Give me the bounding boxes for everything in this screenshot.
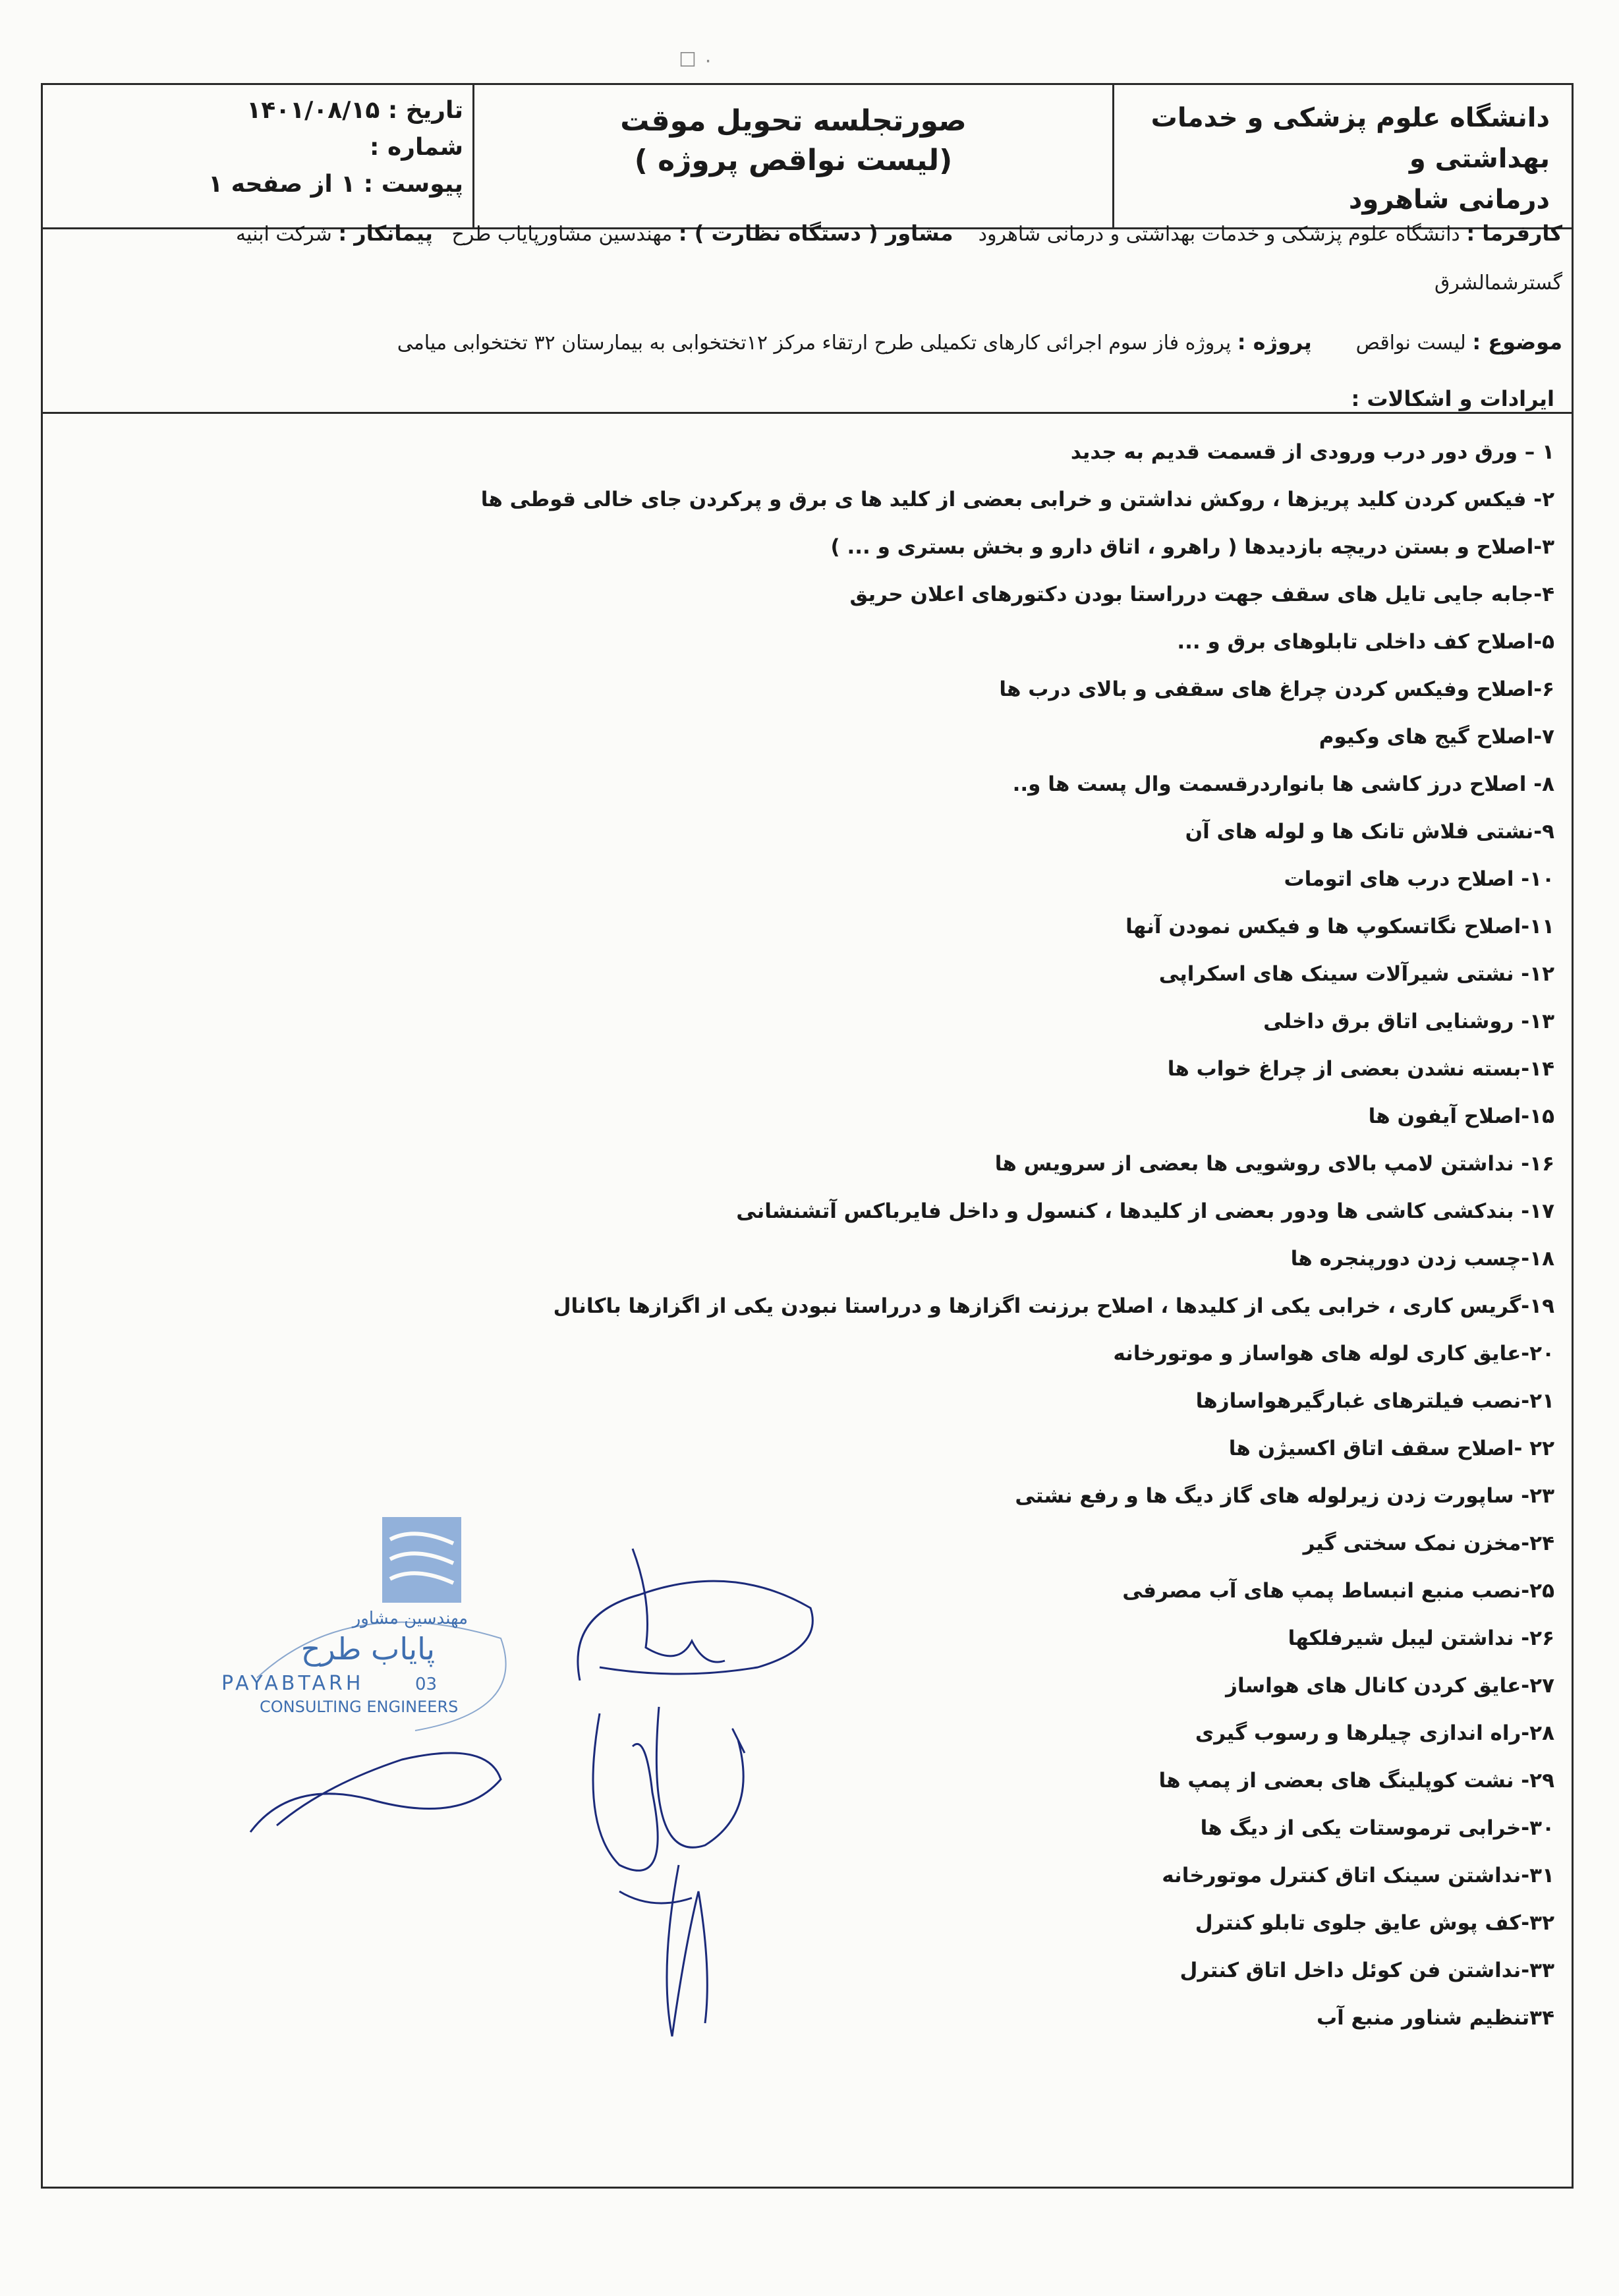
signature-top [560, 1535, 837, 1687]
list-item: ۲۷-عایق کردن کانال های هواساز [1226, 1674, 1554, 1698]
list-item: ۲۱-نصب فیلترهای غبارگیرهواسازها [1195, 1389, 1554, 1413]
list-item: ۲۰-عایق کاری لوله های هواساز و موتورخانه [1113, 1342, 1554, 1365]
organization-name: دانشگاه علوم پزشکی و خدمات بهداشتی و درمانی شاهرود [1150, 103, 1550, 215]
stamp-text-line1: مهندسین مشاور [352, 1609, 468, 1628]
issues-heading: ایرادات و اشکالات : [1351, 386, 1554, 411]
list-item: ۲۲ -اصلاح سقف اتاق اکسیژن ها [1228, 1437, 1554, 1460]
list-item: ۱۴-بسته نشدن بعضی از چراغ خواب ها [1167, 1057, 1554, 1081]
attachment-line: پیوست : ۱ از صفحه ۱ [208, 171, 463, 198]
stamp-text-line2: پایاب طرح [300, 1631, 435, 1667]
document-title: صورتجلسه تحویل موقت (لیست نواقص پروژه ) [620, 104, 967, 177]
contractor-continuation: گسترشمالشرق [1434, 272, 1562, 295]
list-item: ۱۸-چسب زدن دورپنجره ها [1290, 1247, 1554, 1271]
top-scan-mark: ☐ ٠ [679, 49, 714, 72]
list-item: ۵-اصلاح کف داخلی تابلوهای برق و ... [1177, 630, 1554, 654]
list-item: ۱ – ورق دور درب ورودی از قسمت قدیم به جدید [1070, 440, 1554, 464]
list-item: ۸- اصلاح درز کاشی ها بانواردرقسمت وال پست ها و.. [1012, 772, 1554, 796]
stamp-code: 03 [415, 1675, 438, 1694]
list-item: ۳۳-نداشتن فن کوئل داخل اتاق کنترل [1179, 1959, 1554, 1982]
list-item: ۳۴تنظیم شناور منبع آب [1316, 2006, 1554, 2030]
subject-line: موضوع : لیست نواقص پروژه : پروژه فاز سوم اجرائی کارهای تکمیلی طرح ارتقاء مرکز ۱۲تختخوابی به بیمارستان ۳۲ تختخوابی میامی [397, 330, 1562, 355]
list-item: ۲۹- نشت کوپلینگ های بعضی از پمپ ها [1158, 1769, 1554, 1793]
list-item: ۳-اصلاح و بستن دریچه بازدیدها ( راهرو ، اتاق دارو و بخش بستری و ... ) [830, 535, 1554, 559]
list-item: ۱۲- نشتی شیرآلات سینک های اسکراپی [1158, 962, 1554, 986]
signature-loop [237, 1700, 514, 1839]
date-line: تاریخ : ۱۴۰۱/۰۸/۱۵ [246, 97, 463, 124]
list-item: ۲۴-مخزن نمک سختی گیر [1303, 1532, 1554, 1555]
list-item: ۲- فیکس کردن کلید پریزها ، روکش نداشتن و خرابی بعضی از کلید ها ی برق و پرکردن جای خالی قوطی ها [480, 488, 1554, 511]
employer-consultant-line: کارفرما : دانشگاه علوم پزشکی و خدمات بهداشتی و درمانی شاهرود مشاور ( دستگاه نظارت ) : مهندسین مشاورپایاب طرح پیمانکار : شرکت ابنیه [235, 221, 1562, 246]
stamp-logo-icon [382, 1517, 461, 1603]
list-item: ۲۵-نصب منبع انبساط پمپ های آب مصرفی [1122, 1579, 1554, 1603]
meta-block [41, 83, 474, 229]
list-item: ۴-جابه جایی تایل های سقف جهت درراستا بودن دکتورهای اعلان حریق [849, 583, 1554, 606]
list-item: ۱۵-اصلاح آیفون ها [1368, 1105, 1554, 1128]
list-item: ۱۳- روشنایی اتاق برق داخلی [1263, 1010, 1554, 1033]
organization-block [1112, 83, 1574, 229]
list-item: ۲۸-راه اندازی چیلرها و رسوب گیری [1195, 1721, 1554, 1745]
list-item: ۶-اصلاح وفیکس کردن چراغ های سقفی و بالای درب ها [999, 677, 1554, 701]
document-header [41, 83, 1574, 229]
list-item: ۹-نشتی فلاش تانک ها و لوله های آن [1185, 820, 1554, 844]
list-item: ۱۶- نداشتن لامپ بالای روشویی ها بعضی از سرویس ها [994, 1152, 1554, 1176]
stamp-latin-subtitle: CONSULTING ENGINEERS [260, 1698, 459, 1716]
list-item: ۱۹-گریس کاری ، خرابی یکی از کلیدها ، اصلاح برزنت اگزازها و درراستا نبودن یکی از اگزازها باکانال [553, 1294, 1554, 1318]
section-separator [41, 412, 1574, 414]
list-item: ۳۲-کف پوش عایق جلوی تابلو کنترل [1195, 1911, 1554, 1935]
list-item: ۳۰-خرابی ترموستات یکی از دیگ ها [1200, 1816, 1554, 1840]
list-item: ۱۷- بندکشی کاشی ها ودور بعضی از کلیدها ، کنسول و داخل فایرباکس آتشنشانی [736, 1199, 1554, 1223]
title-block [474, 83, 1112, 229]
stamp-latin-name: PAYABTARH [221, 1672, 364, 1695]
list-item: ۳۱-نداشتن سینک اتاق کنترل موتورخانه [1162, 1864, 1554, 1887]
number-line: شماره : [370, 134, 463, 161]
list-item: ۱۱-اصلاح نگاتسکوپ ها و فیکس نمودن آنها [1125, 915, 1554, 938]
list-item: ۲۳- ساپورت زدن زیرلوله های گاز دیگ ها و رفع نشتی [1015, 1484, 1554, 1508]
signature-bottom [573, 1694, 791, 2050]
list-item: ۲۶- نداشتن لیبل شیرفلکها [1288, 1626, 1554, 1650]
list-item: ۱۰- اصلاح درب های اتومات [1284, 867, 1554, 891]
list-item: ۷-اصلاح گیج های وکیوم [1319, 725, 1554, 749]
